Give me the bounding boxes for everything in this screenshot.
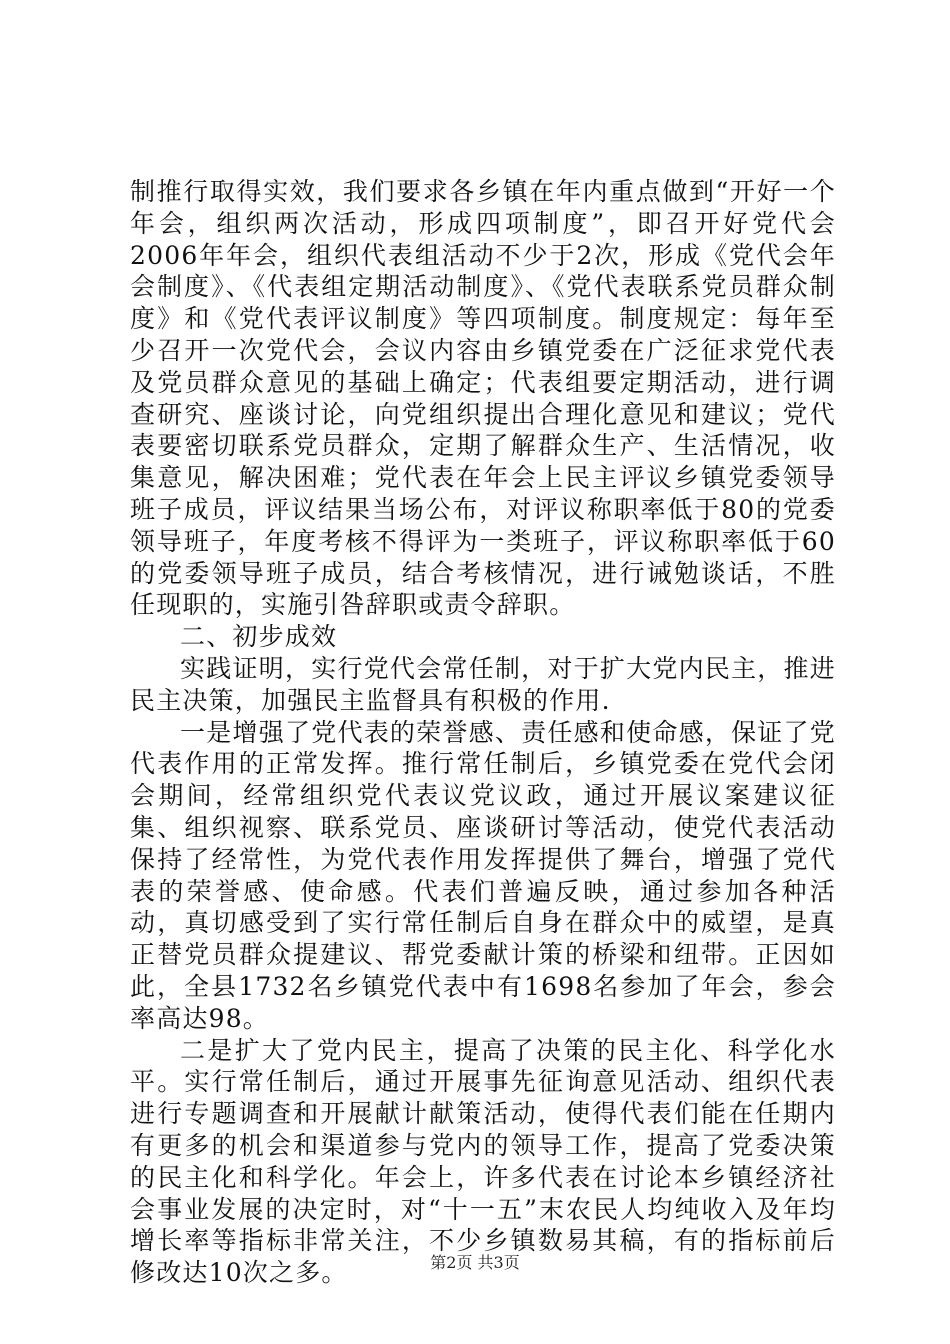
paragraph-continuation: 制推行取得实效，我们要求各乡镇在年内重点做到“开好一个年会，组织两次活动，形成四项制度”，即召开好党代会2006年年会，组织代表组活动不少于2次，形成《党代会年会制度》、《代表组定期活动制度》、《党代表联系党员群众制度》和《党代表评议制度》等四项制度。制度规定：每年至少召开一次党代会，会议内容由乡镇党委在广泛征求党代表及党员群众意见的基础上确定；代表组要定期活动，进行调查研究、座谈讨论，向党组织提出合理化意见和建议；党代表要密切联系党员群众，定期了解群众生产、生活情况，收集意见，解决困难；党代表在年会上民主评议乡镇党委领导班子成员，评议结果当场公布，对评议称职率低于80的党委领导班子，年度考核不得评为一类班子，评议称职率低于60的党委领导班子成员，结合考核情况，进行诫勉谈话，不胜任现职的，实施引咎辞职或责令辞职。 <box>130 177 836 620</box>
paragraph-point-one: 一是增强了党代表的荣誉感、责任感和使命感，保证了党代表作用的正常发挥。推行常任制后，乡镇党委在党代会闭会期间，经常组织党代表议党议政，通过开展议案建议征集、组织视察、联系党员、座谈研讨等活动，使党代表活动保持了经常性，为党代表作用发挥提供了舞台，增强了党代表的荣誉感、使命感。代表们普遍反映，通过参加各种活动，真切感受到了实行常任制后自身在群众中的威望，是真正替党员群众提建议、帮党委献计策的桥梁和纽带。正因如此，全县1732名乡镇党代表中有1698名参加了年会，参会率高达98。 <box>130 717 836 1033</box>
paragraph-intro: 实践证明，实行党代会常任制，对于扩大党内民主，推进民主决策，加强民主监督具有积极的作用. <box>130 653 836 715</box>
paragraph-point-two: 二是扩大了党内民主，提高了决策的民主化、科学化水平。实行常任制后，通过开展事先征询意见活动、组织代表进行专题调查和开展献计献策活动，使得代表们能在任期内有更多的机会和渠道参与党内的领导工作，提高了党委决策的民主化和科学化。年会上，许多代表在讨论本乡镇经济社会事业发展的决定时，对“十一五”末农民人均纯收入及年均增长率等指标非常关注，不少乡镇数易其稿，有的指标前后修改达10次之多。 <box>130 1035 836 1288</box>
document-body <box>130 176 836 1289</box>
page-footer: 第2页 共3页 <box>430 1253 520 1272</box>
section-heading: 二、初步成效 <box>180 622 338 652</box>
